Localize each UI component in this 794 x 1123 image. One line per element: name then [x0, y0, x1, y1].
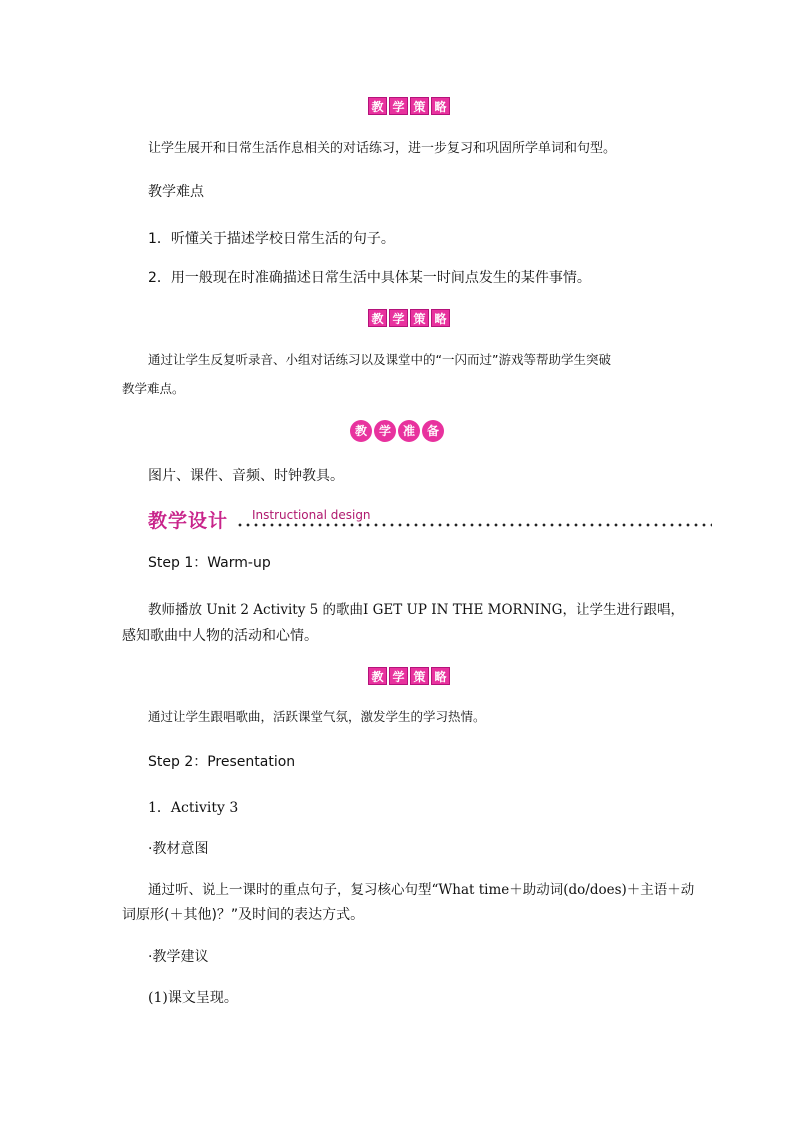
material-intent-label: ·教材意图: [148, 841, 209, 857]
step-1-heading: Step 1：Warm-up: [148, 555, 271, 571]
badge-char: 略: [431, 309, 450, 327]
activity-3-heading: 1．Activity 3: [148, 800, 239, 816]
badge-char: 学: [389, 667, 408, 685]
strategy-text-2-line2: 教学难点。: [122, 381, 185, 396]
badge-char: 教: [350, 420, 372, 442]
step-1-text-line2: 感知歌曲中人物的活动和心情。: [122, 628, 318, 644]
badge-char: 策: [410, 97, 429, 115]
intent-text-line2: 词原形(＋其他)？”及时间的表达方式。: [122, 907, 365, 923]
strategy-text-1: 让学生展开和日常生活作息相关的对话练习，进一步复习和巩固所学单词和句型。: [148, 141, 617, 156]
suggestion-item-1: (1)课文呈现。: [148, 990, 238, 1006]
badge-char: 学: [374, 420, 396, 442]
design-section-subtitle: Instructional design: [252, 508, 371, 522]
teaching-strategy-badge: [368, 309, 450, 327]
intent-text-line1: 通过听、说上一课时的重点句子，复习核心句型“What time＋助动词(do/does)＋主语＋动: [148, 882, 695, 898]
dotted-divider: [236, 522, 712, 528]
badge-char: 学: [389, 309, 408, 327]
badge-char: 策: [410, 667, 429, 685]
teaching-suggestion-label: ·教学建议: [148, 949, 209, 965]
prep-text: 图片、课件、音频、时钟教具。: [148, 468, 344, 484]
step-2-heading: Step 2：Presentation: [148, 754, 296, 770]
teaching-prep-badge: [350, 420, 444, 442]
difficulty-item-2: 2．用一般现在时准确描述日常生活中具体某一时间点发生的某件事情。: [148, 270, 591, 286]
badge-char: 备: [422, 420, 444, 442]
badge-char: 准: [398, 420, 420, 442]
step-1-text-line1: 教师播放 Unit 2 Activity 5 的歌曲I GET UP IN THE MORNING，让学生进行跟唱，: [148, 602, 684, 618]
difficulty-heading: 教学难点: [148, 184, 204, 200]
design-section-title: 教学设计: [148, 510, 229, 532]
badge-char: 略: [431, 97, 450, 115]
strategy-text-3: 通过让学生跟唱歌曲，活跃课堂气氛，激发学生的学习热情。: [148, 709, 486, 724]
badge-char: 略: [431, 667, 450, 685]
badge-char: 策: [410, 309, 429, 327]
teaching-strategy-badge: [368, 97, 450, 115]
badge-char: 教: [368, 667, 387, 685]
strategy-text-2-line1: 通过让学生反复听录音、小组对话练习以及课堂中的“一闪而过”游戏等帮助学生突破: [148, 352, 611, 367]
badge-char: 学: [389, 97, 408, 115]
difficulty-item-1: 1．听懂关于描述学校日常生活的句子。: [148, 231, 395, 247]
badge-char: 教: [368, 97, 387, 115]
teaching-strategy-badge: [368, 667, 450, 685]
badge-char: 教: [368, 309, 387, 327]
